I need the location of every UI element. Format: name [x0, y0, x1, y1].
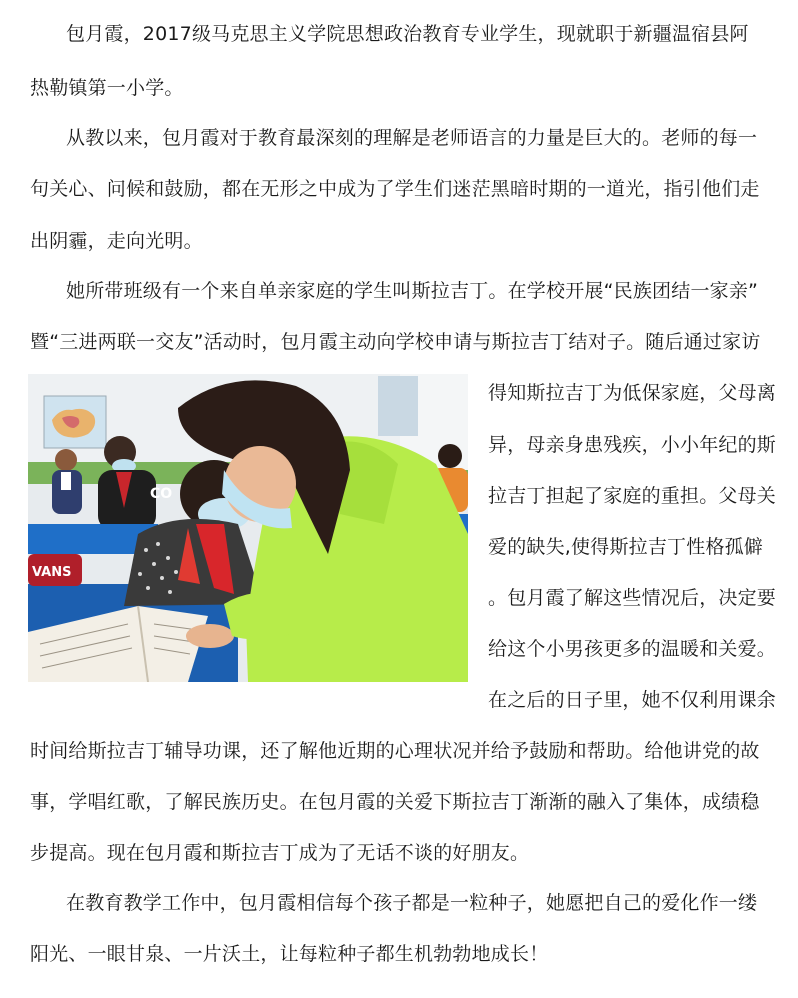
wall-map-poster	[44, 396, 106, 448]
paragraph-1-line-1: 包月霞，2017级马克思主义学院思想政治教育专业学生，现就职于新疆温宿县阿	[66, 23, 749, 45]
paragraph-3-line-3: 时间给斯拉吉丁辅导功课，还了解他近期的心理状况并给予鼓励和帮助。给他讲党的故	[30, 740, 760, 762]
svg-text:VANS: VANS	[32, 565, 72, 580]
paragraph-3-wrap-line-4: 爱的缺失,使得斯拉吉丁性格孤僻	[488, 536, 764, 558]
paragraph-3-wrap-line-2: 异，母亲身患残疾，小小年纪的斯	[488, 434, 777, 456]
paragraph-3-wrap-line-3: 拉吉丁担起了家庭的重担。父母关	[488, 485, 777, 507]
classroom-photo	[28, 374, 468, 682]
pointing-hand	[186, 624, 234, 648]
classroom-photo-illustration	[28, 374, 468, 682]
paragraph-3-line-2: 暨“三进两联一交友”活动时，包月霞主动向学校申请与斯拉吉丁结对子。随后通过家访	[30, 331, 761, 353]
paragraph-3-line-4: 事，学唱红歌，了解民族历史。在包月霞的关爱下斯拉吉丁渐渐的融入了集体，成绩稳	[30, 791, 760, 813]
paragraph-2-line-2: 句关心、问候和鼓励，都在无形之中成为了学生们迷茫黑暗时期的一道光，指引他们走	[30, 178, 760, 200]
paragraph-3-wrap-line-5: 。包月霞了解这些情况后，决定要	[488, 587, 777, 609]
paragraph-3-line-1: 她所带班级有一个来自单亲家庭的学生叫斯拉吉丁。在学校开展“民族团结一家亲”	[66, 280, 759, 302]
svg-text:CO: CO	[150, 486, 173, 502]
paragraph-3-wrap-line-6: 给这个小男孩更多的温暖和关爱。	[488, 638, 777, 660]
paragraph-4-line-1: 在教育教学工作中，包月霞相信每个孩子都是一粒种子，她愿把自己的爱化作一缕	[66, 892, 758, 914]
paragraph-3-wrap-line-7: 在之后的日子里，她不仅利用课余	[488, 689, 777, 711]
paragraph-1-line-2: 热勒镇第一小学。	[30, 77, 184, 99]
paragraph-3-wrap-line-1: 得知斯拉吉丁为低保家庭，父母离	[488, 382, 777, 404]
paragraph-2-line-1: 从教以来，包月霞对于教育最深刻的理解是老师语言的力量是巨大的。老师的每一	[66, 127, 758, 149]
paragraph-3-line-5: 步提高。现在包月霞和斯拉吉丁成为了无话不谈的好朋友。	[30, 842, 530, 864]
backpack	[28, 554, 82, 586]
paragraph-4-line-2: 阳光、一眼甘泉、一片沃土，让每粒种子都生机勃勃地成长！	[30, 943, 549, 965]
paragraph-2-line-3: 出阴霾，走向光明。	[30, 230, 203, 252]
